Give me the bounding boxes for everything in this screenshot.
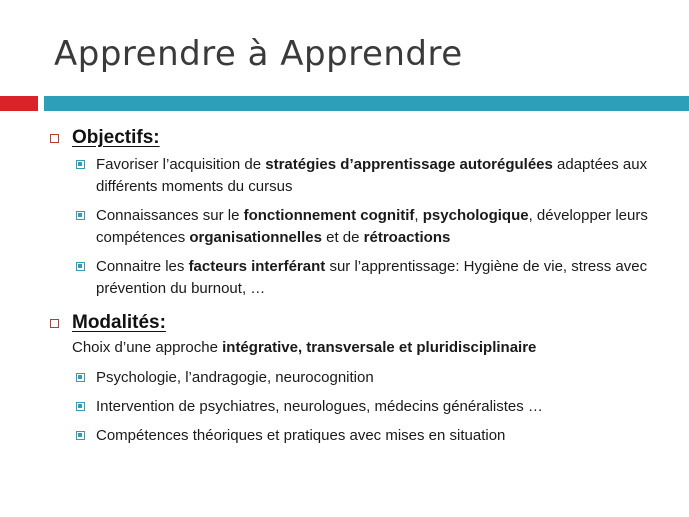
filled-square-bullet-icon [76,402,85,411]
section-modalites [50,307,689,447]
text-segment: , développer leurs compétences [96,207,648,246]
text-segment: Intervention de psychiatres, neurologues, médecins généralistes … [96,398,543,415]
list-item [50,425,656,447]
bold-text: facteurs interférant [188,258,326,275]
bold-text: organisationnelles [189,229,322,246]
hollow-square-bullet-icon [50,319,59,328]
text-segment: Psychologie, l’andragogie, neurocognition [96,369,374,386]
bold-text: rétroactions [363,229,451,246]
accent-bar-red [0,96,38,111]
text-segment: Choix d’une approche [72,339,223,356]
hollow-square-bullet-icon [50,134,59,143]
bold-text: psychologique [422,207,529,224]
slide-title: Apprendre à Apprendre [54,34,463,74]
filled-square-bullet-icon [76,160,85,169]
text-segment: adaptées aux différents moments du cursus [96,156,648,195]
list-item [50,396,656,418]
modalites-intro [50,337,689,359]
section-header [50,122,689,154]
filled-square-bullet-icon [76,262,85,271]
text-segment: Connaissances sur le [96,207,244,224]
section-objectifs [50,122,689,300]
list-item [50,205,656,249]
section-header [50,307,689,339]
accent-bar-blue [44,96,689,111]
list-item [50,367,656,389]
filled-square-bullet-icon [76,373,85,382]
filled-square-bullet-icon [76,431,85,440]
bold-text: fonctionnement cognitif [243,207,415,224]
objectifs-list [50,154,689,300]
list-item [50,154,656,198]
text-segment: et de [321,229,364,246]
text-segment: Favoriser l’acquisition de [96,156,266,173]
text-segment: sur l’apprentissage: Hygiène de vie, stress avec prévention du burnout, … [96,258,648,297]
slide-content [0,122,689,454]
filled-square-bullet-icon [76,211,85,220]
section-title: Objectifs: [72,127,160,148]
text-segment: Connaitre les [96,258,189,275]
text-segment: Compétences théoriques et pratiques avec mises en situation [96,427,506,444]
bold-text: stratégies d’apprentissage autorégulées [265,156,553,173]
modalites-list [50,367,689,447]
section-title: Modalités: [72,312,166,333]
text-segment: , [414,207,423,224]
list-item [50,256,656,300]
bold-text: intégrative, transversale et pluridisciplinaire [222,339,537,356]
